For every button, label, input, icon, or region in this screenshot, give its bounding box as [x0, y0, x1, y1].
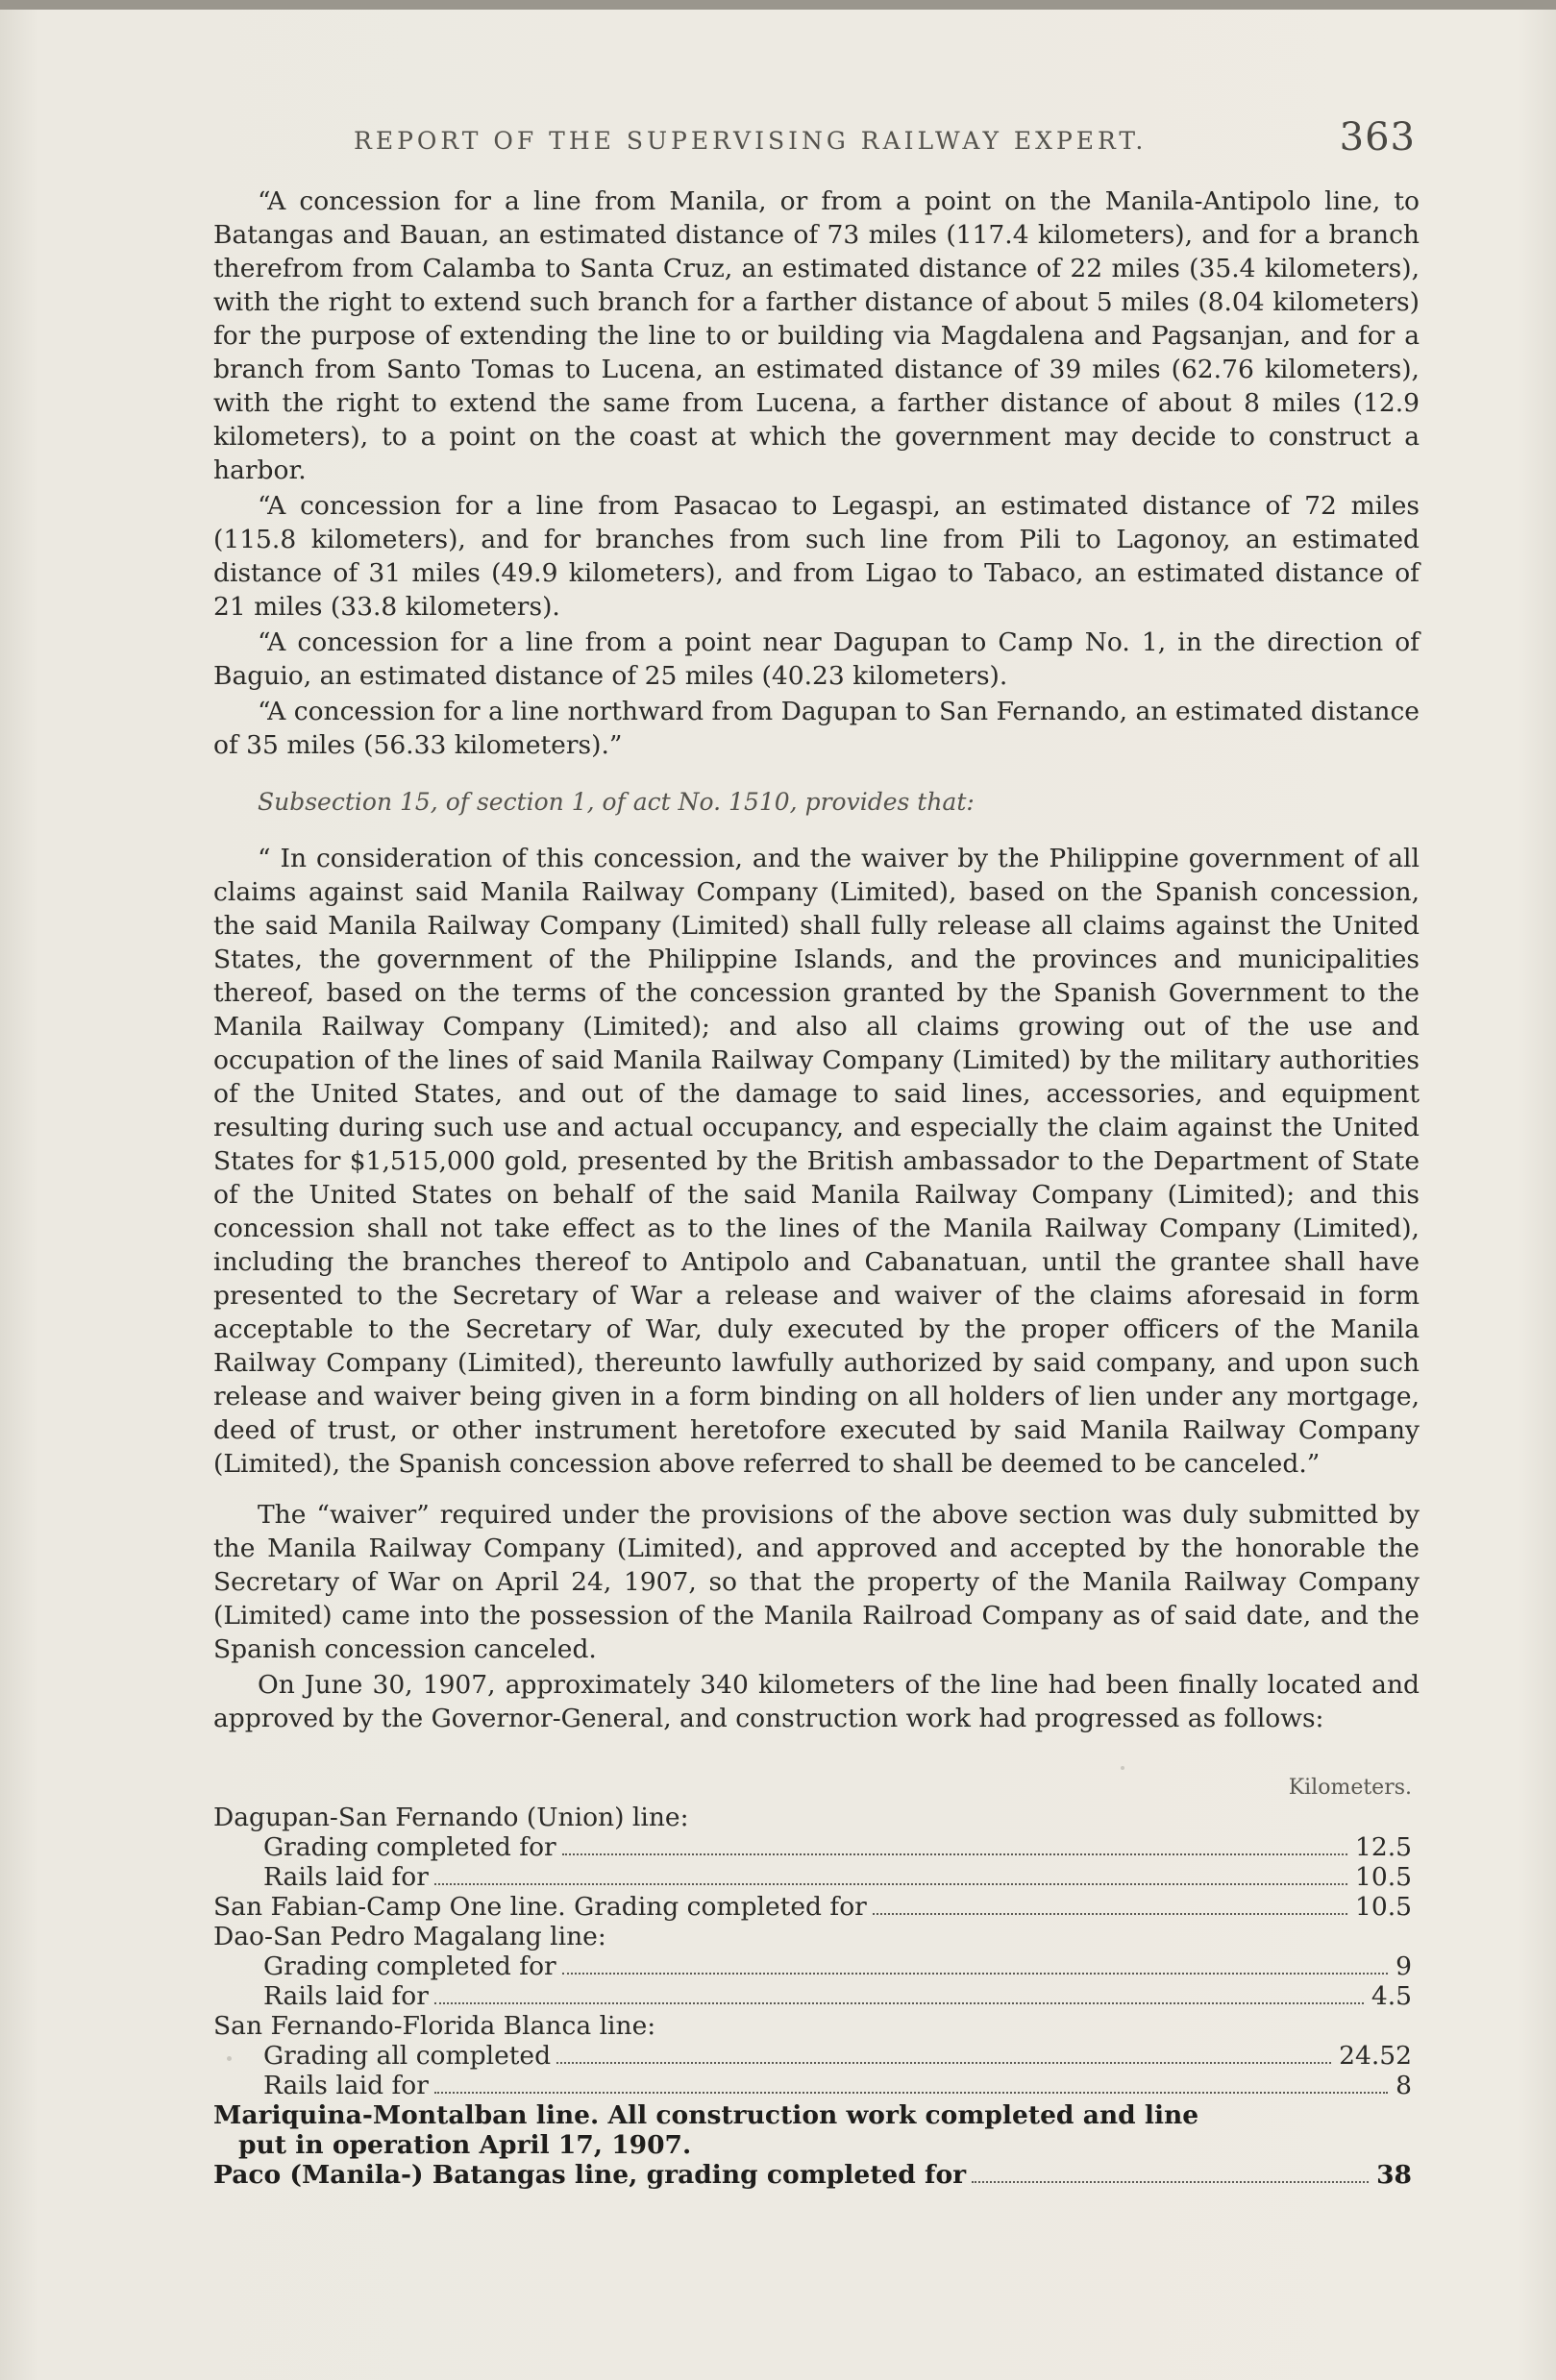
concession-paragraph-4: “A concession for a line northward from Dagupan to San Fernando, an estimated distance of 35 miles (56.33 kilometers).” — [213, 697, 1420, 760]
table-row — [213, 2041, 1420, 2071]
row-label-text: Rails laid for — [263, 1981, 429, 2011]
row-label — [263, 2071, 429, 2100]
row-value: 4.5 — [1371, 1981, 1412, 2011]
page-number: 363 — [1339, 115, 1416, 159]
row-label — [263, 1862, 429, 1892]
row-label — [263, 1981, 429, 2011]
table-row — [213, 2071, 1420, 2100]
table-row — [213, 1922, 1420, 1951]
row-label — [263, 1951, 556, 1981]
table-header-row — [213, 1773, 1420, 1803]
row-label — [213, 2011, 655, 2041]
ink-speck — [1121, 1766, 1124, 1770]
row-value: 9 — [1395, 1951, 1412, 1981]
progress-intro-paragraph: On June 30, 1907, approximately 340 kilometers of the line had been finally located and approved by the Governor-General, and construction work had progressed as follows: — [213, 1670, 1420, 1733]
table-row — [213, 2100, 1420, 2160]
dot-leader — [562, 1853, 1347, 1855]
page-header — [338, 113, 1420, 161]
units-header: Kilometers. — [1288, 1776, 1412, 1800]
table-row — [213, 2160, 1420, 2190]
row-label — [263, 2041, 551, 2071]
dot-leader — [434, 1883, 1347, 1885]
row-value: 12.5 — [1354, 1832, 1412, 1862]
row-label-text: Dao-San Pedro Magalang line: — [213, 1922, 606, 1951]
dot-leader — [562, 1973, 1388, 1975]
construction-progress-table — [213, 1773, 1420, 2190]
row-label — [213, 1922, 606, 1951]
dot-leader — [434, 2002, 1364, 2004]
ink-speck — [227, 2056, 232, 2061]
row-label — [213, 2100, 1420, 2160]
row-label-text: San Fernando-Florida Blanca line: — [213, 2011, 656, 2041]
table-row — [213, 1981, 1420, 2011]
row-label — [213, 1892, 867, 1922]
concession-paragraph-3: “A concession for a line from a point near Dagupan to Camp No. 1, in the direction of Baguio, an estimated distance of 25 miles (40.23 kilometers). — [213, 627, 1420, 691]
row-label — [213, 1803, 689, 1832]
concession-paragraph-1: “A concession for a line from Manila, or from a point on the Manila-Antipolo line, to Batangas and Bauan, an estimated distance of 73 miles (117.4 kilometers), and for a branch therefrom from Calamba to Santa Cruz, an estimated distance of 22 miles (35.4 kilometers), with the right to extend such branch for a farther distance of about 5 miles (8.04 kilometers) for the purpose of extending the line to or building via Magdalena and Pagsanjan, and for a branch from Santo Tomas to Lucena, an estimated distance of 39 miles (62.76 kilometers), with the right to extend the same from Lucena, a farther distance of about 8 miles (12.9 kilometers), to a point on the coast at which the government may decide to construct a harbor. — [213, 186, 1420, 485]
row-label-text: Dagupan-San Fernando (Union) line: — [213, 1803, 689, 1832]
dot-leader — [873, 1913, 1347, 1915]
row-label-text: Grading completed for — [263, 1832, 556, 1862]
row-label-text: Grading all completed — [263, 2041, 552, 2071]
page-top-edge — [0, 0, 1556, 10]
row-label-text: Mariquina-Montalban line. All construction work completed and line — [213, 2100, 1199, 2130]
row-value: 10.5 — [1354, 1862, 1412, 1892]
running-head: REPORT OF THE SUPERVISING RAILWAY EXPERT. — [354, 127, 1148, 155]
waiver-paragraph: The “waiver” required under the provisions of the above section was duly submitted by the Manila Railway Company (Limited), and approved and accepted by the honorable the Secretary of War on April 24, 1907, so that the property of the Manila Railway Company (Limited) came into the possession of the Manila Railroad Company as of said date, and the Spanish concession canceled. — [213, 1500, 1420, 1664]
row-label — [263, 1832, 556, 1862]
row-label-continuation: put in operation April 17, 1907. — [238, 2130, 692, 2160]
row-value: 38 — [1376, 2160, 1412, 2190]
row-label-text: Rails laid for — [263, 2071, 429, 2100]
row-label-text: San Fabian-Camp One line. Grading completed for — [213, 1892, 867, 1922]
table-row — [213, 2011, 1420, 2041]
table-row — [213, 1803, 1420, 1832]
row-value: 10.5 — [1354, 1892, 1412, 1922]
row-label — [213, 2160, 966, 2190]
row-label-text: Paco (Manila-) Batangas line, grading completed for — [213, 2160, 967, 2190]
row-label-text: Rails laid for — [263, 1862, 429, 1892]
table-row — [213, 1862, 1420, 1892]
dot-leader — [972, 2181, 1369, 2183]
dot-leader — [556, 2062, 1331, 2064]
concession-paragraph-2: “A concession for a line from Pasacao to Legaspi, an estimated distance of 72 miles (115.8 kilometers), and for branches from such line from Pili to Lagonoy, an estimated distance of 31 miles (49.9 kilometers), and from Ligao to Tabaco, an estimated distance of 21 miles (33.8 kilometers). — [213, 491, 1420, 622]
table-row — [213, 1892, 1420, 1922]
row-value: 24.52 — [1339, 2041, 1412, 2071]
table-row — [213, 1951, 1420, 1981]
subsection-heading: Subsection 15, of section 1, of act No. 1510, provides that: — [258, 788, 975, 816]
body-text — [213, 184, 1420, 1735]
dot-leader — [434, 2092, 1388, 2094]
quoted-provision: “ In consideration of this concession, and the waiver by the Philippine government of all claims against said Manila Railway Company (Limited), based on the Spanish concession, the said Manila Railway Company (Limited) shall fully release all claims against the United States, the government of the Philippine Islands, and the provinces and municipalities thereof, based on the terms of the concession granted by the Spanish Government to the Manila Railway Company (Limited); and also all claims growing out of the use and occupation of the lines of said Manila Railway Company (Limited) by the military authorities of the United States, and out of the damage to said lines, accessories, and equipment resulting during such use and actual occupancy, and especially the claim against the United States for $1,515,000 gold, presented by the British ambassador to the Department of State of the United States on behalf of the said Manila Railway Company (Limited); and this concession shall not take effect as to the lines of the Manila Railway Company (Limited), including the branches thereof to Antipolo and Cabanatuan, until the grantee shall have presented to the Secretary of War a release and waiver of the claims aforesaid in form acceptable to the Secretary of War, duly executed by the proper officers of the Manila Railway Company (Limited), thereunto lawfully authorized by said company, and upon such release and waiver being given in a form binding on all holders of lien under any mortgage, deed of trust, or other instrument heretofore executed by said Manila Railway Company (Limited), the Spanish concession above referred to shall be deemed to be canceled.” — [213, 844, 1420, 1479]
table-row — [213, 1832, 1420, 1862]
row-value: 8 — [1395, 2071, 1412, 2100]
row-label-text: Grading completed for — [263, 1951, 556, 1981]
